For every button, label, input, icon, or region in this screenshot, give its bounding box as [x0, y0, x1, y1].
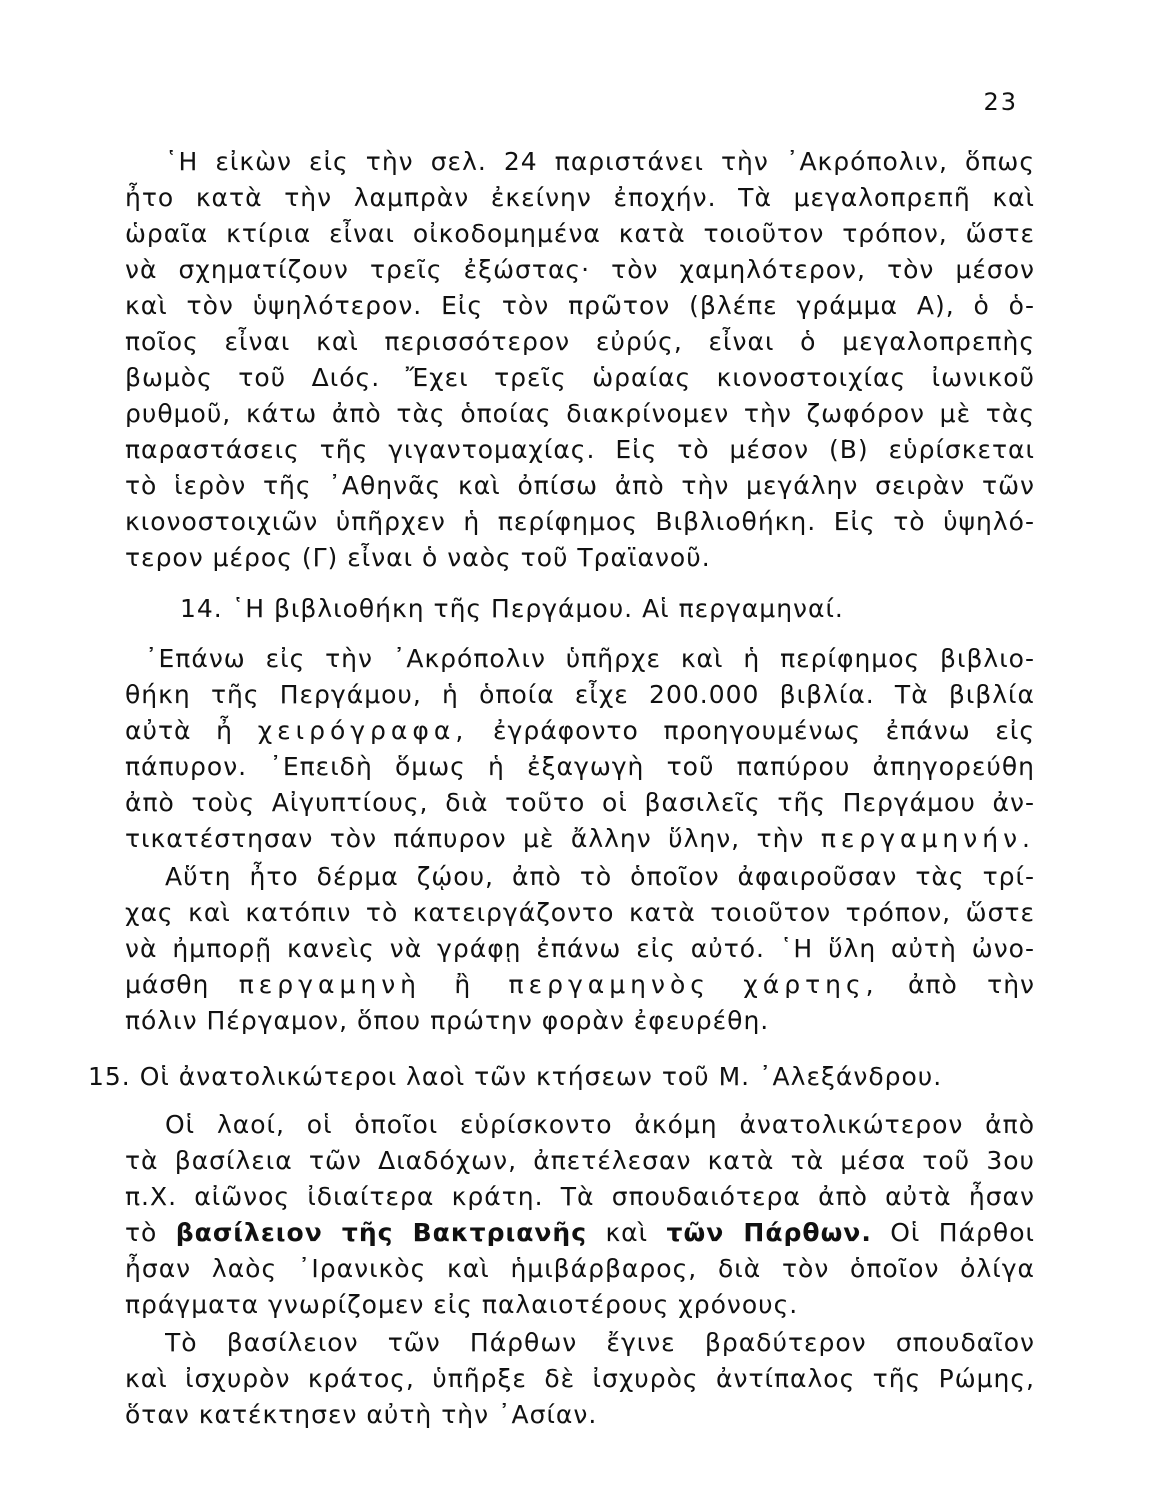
paragraph-3-line-3: νὰ ἠμπορῇ κανεὶς νὰ γράφῃ ἐπάνω εἰς αὐτό. ῾Η ὕλη αὐτὴ ὠνο-: [125, 934, 1035, 963]
text-run: ἀπὸ τὴν: [907, 970, 1035, 999]
paragraph-1-line-12: τερον μέρος (Γ) εἶναι ὁ ναὸς τοῦ Τραϊανοῦ.: [125, 543, 711, 572]
paragraph-3-line-1: Αὕτη ἦτο δέρμα ζῴου, ἀπὸ τὸ ὁποῖον ἀφαιροῦσαν τὰς τρί-: [165, 862, 1035, 891]
bold-parthians: τῶν Πάρθων.: [666, 1218, 872, 1247]
text-run: Οἱ Πάρθοι: [890, 1218, 1035, 1247]
text-run: καὶ: [605, 1218, 649, 1247]
paragraph-5-line-1: Τὸ βασίλειον τῶν Πάρθων ἔγινε βραδύτερον σπουδαῖον: [165, 1328, 1035, 1357]
text-run: τὸ: [125, 1218, 158, 1247]
paragraph-4-line-5: ἦσαν λαὸς ᾿Ιρανικὸς καὶ ἡμιβάρβαρος, διὰ τὸν ὁποῖον ὀλίγα: [125, 1254, 1035, 1283]
emphasized-parchment-names: περγαμηνὴ ἢ περγαμηνὸς χάρτης,: [238, 970, 879, 999]
paragraph-5-line-3: ὅταν κατέκτησεν αὐτὴ τὴν ᾿Ασίαν.: [125, 1400, 598, 1429]
paragraph-2-line-1: ᾿Επάνω εἰς τὴν ᾿Ακρόπολιν ὑπῆρχε καὶ ἡ περίφημος βιβλιο-: [145, 644, 1035, 673]
paragraph-3-line-5: πόλιν Πέργαμον, ὅπου πρώτην φορὰν ἐφευρέθη.: [125, 1006, 770, 1035]
paragraph-4-line-4: [125, 1216, 1035, 1250]
paragraph-1-line-11: κιονοστοιχιῶν ὑπῆρχεν ἡ περίφημος Βιβλιοθήκη. Εἰς τὸ ὑψηλό-: [125, 507, 1035, 536]
paragraph-1-line-1: ῾Η εἰκὼν εἰς τὴν σελ. 24 παριστάνει τὴν ᾿Ακρόπολιν, ὅπως: [165, 147, 1035, 176]
paragraph-1-line-2: ἦτο κατὰ τὴν λαμπρὰν ἐκείνην ἐποχήν. Τὰ μεγαλοπρεπῆ καὶ: [125, 183, 1035, 212]
paragraph-2-line-2: θήκη τῆς Περγάμου, ἡ ὁποία εἶχε 200.000 βιβλία. Τὰ βιβλία: [125, 680, 1035, 709]
paragraph-4-line-3: π.Χ. αἰῶνος ἰδιαίτερα κράτη. Τὰ σπουδαιότερα ἀπὸ αὐτὰ ἦσαν: [125, 1182, 1035, 1211]
paragraph-2-line-6: [125, 822, 1035, 856]
paragraph-1-line-3: ὡραῖα κτίρια εἶναι οἰκοδομημένα κατὰ τοιοῦτον τρόπον, ὥστε: [125, 219, 1035, 248]
paragraph-1-line-5: καὶ τὸν ὑψηλότερον. Εἰς τὸν πρῶτον (βλέπε γράμμα Α), ὁ ὁ-: [125, 291, 1035, 320]
paragraph-3-line-2: χας καὶ κατόπιν τὸ κατειργάζοντο κατὰ τοιοῦτον τρόπον, ὥστε: [125, 898, 1035, 927]
text-run: αὐτὰ ἦ: [125, 716, 233, 745]
paragraph-1-line-6: ποῖος εἶναι καὶ περισσότερον εὐρύς, εἶναι ὁ μεγαλοπρεπὴς: [125, 327, 1035, 356]
paragraph-1-line-8: ρυθμοῦ, κάτω ἀπὸ τὰς ὁποίας διακρίνομεν τὴν ζωφόρον μὲ τὰς: [125, 399, 1035, 428]
paragraph-2-line-3: [125, 714, 1035, 748]
paragraph-2-line-5: ἀπὸ τοὺς Αἰγυπτίους, διὰ τοῦτο οἱ βασιλεῖς τῆς Περγάμου ἀν-: [125, 788, 1035, 817]
text-run: ἐγράφοντο προηγουμένως ἐπάνω εἰς: [493, 716, 1035, 745]
paragraph-3-line-4: [125, 968, 1035, 1002]
paragraph-4-line-2: τὰ βασίλεια τῶν Διαδόχων, ἀπετέλεσαν κατὰ τὰ μέσα τοῦ 3ου: [125, 1146, 1035, 1175]
emphasized-word-manuscripts: χειρόγραφα,: [257, 716, 469, 745]
text-run: τικατέστησαν τὸν πάπυρον μὲ ἄλλην ὕλην, τὴν: [125, 824, 805, 853]
bold-bactria-kingdom: βασίλειον τῆς Βακτριανῆς: [175, 1218, 588, 1247]
section-heading-15: 15. Οἱ ἀνατολικώτεροι λαοὶ τῶν κτήσεων τοῦ Μ. ᾿Αλεξάνδρου.: [88, 1062, 943, 1091]
paragraph-2-line-4: πάπυρον. ᾿Επειδὴ ὅμως ἡ ἐξαγωγὴ τοῦ παπύρου ἀπηγορεύθη: [125, 752, 1035, 781]
emphasized-word-parchment: περγαμηνήν.: [820, 824, 1035, 853]
paragraph-1-line-4: νὰ σχηματίζουν τρεῖς ἐξώστας· τὸν χαμηλότερον, τὸν μέσον: [125, 255, 1035, 284]
paragraph-1-line-10: τὸ ἱερὸν τῆς ᾿Αθηνᾶς καὶ ὀπίσω ἀπὸ τὴν μεγάλην σειρὰν τῶν: [125, 471, 1035, 500]
section-heading-14: 14. ῾Η βιβλιοθήκη τῆς Περγάμου. Αἱ περγαμηναί.: [180, 594, 844, 623]
paragraph-4-line-6: πράγματα γνωρίζομεν εἰς παλαιοτέρους χρόνους.: [125, 1290, 799, 1319]
text-run: μάσθη: [125, 970, 210, 999]
paragraph-4-line-1: Οἱ λαοί, οἱ ὁποῖοι εὑρίσκοντο ἀκόμη ἀνατολικώτερον ἀπὸ: [165, 1110, 1035, 1139]
paragraph-1-line-7: βωμὸς τοῦ Διός. Ἔχει τρεῖς ὡραίας κιονοστοιχίας ἰωνικοῦ: [125, 363, 1035, 392]
paragraph-1-line-9: παραστάσεις τῆς γιγαντομαχίας. Εἰς τὸ μέσον (Β) εὑρίσκεται: [125, 435, 1035, 464]
page-number: 23: [983, 88, 1018, 116]
paragraph-5-line-2: καὶ ἰσχυρὸν κράτος, ὑπῆρξε δὲ ἰσχυρὸς ἀντίπαλος τῆς Ρώμης,: [125, 1364, 1035, 1393]
